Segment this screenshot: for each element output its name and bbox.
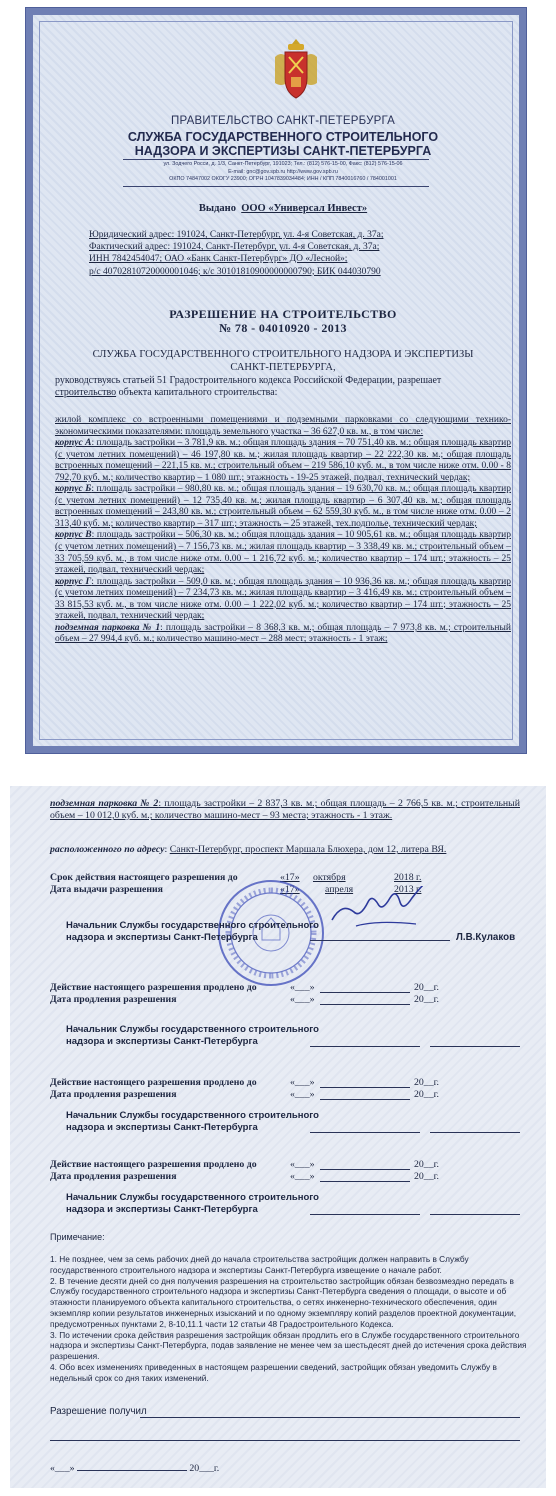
extension-month-line [320,1077,410,1088]
parking-2-block [50,798,520,822]
building-v [55,530,511,576]
extension-day: «___» [290,1077,315,1088]
issued-to [33,203,533,214]
actual-address: Фактический адрес: 191024, Санкт-Петербург, ул. 4-я Советская, д. 37а; [89,242,380,253]
account-details: р/с 40702810720000001046; к/с 30101810900000000790; БИК 044030790 [89,266,381,277]
signature-line [310,930,450,941]
building-b-label: корпус Б [55,484,92,495]
location-label: расположенного по адресу [50,844,165,855]
extension-date-month-line [320,1089,410,1100]
issuing-service-line2: САНКТ-ПЕТЕРБУРГА, [230,361,336,373]
note-item: 1. Не позднее, чем за семь рабочих дней до начала строительства застройщик должен направить в Службу государственного строительного надзора и экспертизы Санкт-Петербурга извещение о начале работ. [50,1254,469,1275]
permit-page-2 [10,786,546,1488]
project-summary: жилой комплекс со встроенными помещениями и подземными парковками со следующими технико-экономическими показателями: площадь земельного участка – 36 627,0 кв. м., в том числе: [55,415,511,437]
extension-label: Действие настоящего разрешения продлено до [50,1159,257,1170]
validity-year: 2018 г. [394,872,422,883]
issue-month: апреля [325,884,354,895]
object-rest: объекта капитального строительства: [116,387,278,399]
chief-title-line1: Начальник Службы государственного строительного [66,1110,319,1121]
extension-date-year: 20__г. [414,1089,439,1100]
validity-day: «17» [280,872,300,883]
object-location: расположенного по адресу: Санкт-Петербург, проспект Маршала Блюхера, дом 12, литера ВЯ. [50,844,447,855]
building-b-text: : площадь застройки – 980,80 кв. м.; общая площадь здания – 19 630,70 кв. м.; общая площадь квартир (с учетом летних помещений) – 12 735,40 кв. м.; жилая площадь квартир – 6 307,40 кв. м.; общая площадь встроенных помещений – 243,80 кв. м.; строительный объем – 62 559,30 куб. м., в том числе ниже отм. 0.00 – 2 313,40 куб. м.; количество квартир – 317 шт.; этажность – 25 этажей, тех.подполье, технический чердак; [55,484,511,529]
received-label: Разрешение получил [50,1406,147,1417]
registry-line: ОКПО 74847002 ОКОГУ 23900; ОГРН 1047839034484; ИНН / КПП 7840016760 / 784001001 [169,176,397,182]
extension-year: 20__г. [414,1159,439,1170]
notes-title: Примечание: [50,1232,105,1242]
name-line [430,1122,520,1133]
permit-number: № 78 - 04010920 - 2013 [219,321,347,335]
object-line [55,387,511,399]
email-line: E-mail: gnc@gov.spb.ru http://www.gov.spb.ru [228,168,338,175]
parking-1-label: подземная парковка № 1 [55,622,161,633]
chief-title [66,1024,319,1048]
building-a-text: : площадь застройки – 3 781,9 кв. м.; общая площадь здания – 70 751,40 кв. м.; общая площадь квартир (с учетом летних помещений) – 46 197,80 кв. м.; жилая площадь квартир – 22 222,30 кв. м.; общая площадь встроенных помещений – 221,15 кв. м.; строительный объем – 219 586,10 куб. м., в том числе ниже отм. 0.00 - 8 792,70 куб. м.; количество квартир – 1 080 шт.; этажность - 19-25 этажей, подвал, технический чердак; [55,438,511,483]
chief-title-line1: Начальник Службы государственного строительного [66,1192,319,1203]
validity-month: октября [313,872,346,883]
name-line [430,1036,520,1047]
spb-coat-of-arms-icon [273,37,319,101]
issue-date-label: Дата выдачи разрешения [50,884,163,895]
building-g [55,577,511,623]
building-g-text: : площадь застройки – 509,0 кв. м.; общая площадь здания – 10 936,36 кв. м.; общая площадь квартир (с учетом летних помещений) – 7 234,73 кв. м.; жилая площадь квартир – 3 416,49 кв. м.; строительный объем – 33 815,53 куб. м., в том числе ниже отм. 0.00 – 1 222,02 куб. м.; количество квартир – 174 шт.; этажность – 25 этажей, подвал, технический чердак; [55,576,511,622]
chief-title-line2: надзора и экспертизы Санкт-Петербурга [66,932,258,943]
building-a-label: корпус А [55,438,92,449]
permit-title-line: РАЗРЕШЕНИЕ НА СТРОИТЕЛЬСТВО [169,307,397,321]
chief-title [66,1192,319,1216]
service-title-line1: СЛУЖБА ГОСУДАРСТВЕННОГО СТРОИТЕЛЬНОГО [127,130,439,144]
signature-line [310,1036,420,1047]
extension-label: Действие настоящего разрешения продлено до [50,982,257,993]
name-line [430,1204,520,1215]
chief-title-line2: надзора и экспертизы Санкт-Петербурга [66,1036,258,1047]
chief-title-line2: надзора и экспертизы Санкт-Петербурга [66,1204,258,1215]
parking-1-text: : площадь застройки – 8 368,3 кв. м.; общая площадь – 7 973,8 кв. м.; строительный объем – 27 994,4 куб. м.; количество машино-мест – 288 мест; этажность - 1 этаж; [55,622,511,645]
extension-day: «___» [290,982,315,993]
service-title-line2: НАДЗОРА И ЭКСПЕРТИЗЫ САНКТ-ПЕТЕРБУРГА [134,144,432,158]
legal-details [89,229,499,278]
extension-date-day: «___» [290,1171,315,1182]
permit-page-1 [26,8,526,753]
extension-date-label: Дата продления разрешения [50,1171,177,1182]
building-g-label: корпус Г [55,576,92,587]
building-b [55,484,511,530]
note-item: 3. По истечении срока действия разрешения застройщик обязан продлить его в Службе государственного строительного надзора и экспертизы Санкт-Петербурга, подав заявление не менее чем за шестьдесят дней до истечения срока действия разрешения. [50,1329,527,1362]
extension-month-line [320,1159,410,1170]
service-title [33,130,533,158]
chief-title-line2: надзора и экспертизы Санкт-Петербурга [66,1122,258,1133]
issued-label: Выдано [198,203,236,214]
received-signature-line [140,1417,520,1418]
note-item: 4. Обо всех изменениях приведенных в настоящем разрешении сведений, застройщик обязан уведомить Службу в недельный срок со дня таких изменений. [50,1361,497,1383]
extension-day: «___» [290,1159,315,1170]
issue-day: «17» [280,884,300,895]
object-type: строительство [55,387,117,399]
address-line: ул. Зодчего Росси, д. 1/3, Санкт-Петербург, 191023; Тел.: (812) 576-15-00, Факс: (812) 576-15-06 [163,161,403,167]
parking-2 [50,798,520,822]
received-year: 20___г. [189,1463,220,1474]
chief-title [66,1110,319,1134]
parking-2-label: подземная парковка № 2 [50,798,159,809]
building-v-text: : площадь застройки – 506,30 кв. м.; общая площадь здания – 10 905,61 кв. м.; общая площадь квартир (с учетом летних помещений) – 7 156,73 кв. м.; жилая площадь квартир – 3 338,49 кв. м.; строительный объем – 33 705,59 куб. м., в том числе ниже отм. 0.00 – 1 216,72 куб. м.; количество квартир – 174 шт.; этажность – 25 этажей, подвал, технический чердак; [55,530,512,576]
contact-details [33,161,533,184]
validity-label: Срок действия настоящего разрешения до [50,872,238,883]
legal-basis [55,375,511,399]
extension-date-year: 20__г. [414,1171,439,1182]
chief-title [66,920,319,944]
signature-line [310,1204,420,1215]
issuing-service [55,349,511,374]
issuing-service-line1: СЛУЖБА ГОСУДАРСТВЕННОГО СТРОИТЕЛЬНОГО НАДЗОРА И ЭКСПЕРТИЗЫ [92,349,474,360]
extension-date-label: Дата продления разрешения [50,1089,177,1100]
header-divider [123,186,429,187]
signature-icon [326,886,446,934]
government-title: ПРАВИТЕЛЬСТВО САНКТ-ПЕТЕРБУРГА [171,115,395,127]
location-address: Санкт-Петербург, проспект Маршала Блюхера, дом 12, литера ВЯ. [169,844,447,855]
extension-date-label: Дата продления разрешения [50,994,177,1005]
building-a [55,438,511,484]
bank-details: ИНН 7842454047; ОАО «Банк Санкт-Петербург» ДО «Лесной»; [89,254,348,265]
legal-basis-text: руководствуясь статьей 51 Градостроительного кодекса Российской Федерации, разрешает [55,375,442,386]
signer-name: Л.В.Кулаков [456,932,516,943]
extension-month-line [320,982,410,993]
legal-address: Юридический адрес: 191024, Санкт-Петербург, ул. 4-я Советская, д. 37а; [89,230,384,240]
extension-date-month-line [320,1171,410,1182]
header-divider [123,159,429,160]
extension-date-day: «___» [290,1089,315,1100]
issue-year: 2013 г. [394,884,422,895]
project-parameters [55,415,511,646]
extension-date-year: 20__г. [414,994,439,1005]
note-item: 2. В течение десяти дней со дня получения разрешения на строительство застройщик обязан безвозмездно передать в Службу государственного строительного надзора и экспертизы Санкт-Петербурга сведения о площади, о высоте и об этажности планируемого объекта капитального строительства, о сетях инженерно-технического обеспечения, один экземпляр копии результатов инженерных изысканий и по одному экземпляру копий разделов проектной документации, предусмотренных пунктами 2, 8-10,11.1 части 12 статьи 48 Градостроительного Кодекса. [50,1275,517,1329]
extension-date-month-line [320,994,410,1005]
signature-line [310,1122,420,1133]
received-name-line [50,1440,520,1441]
building-v-label: корпус В [55,530,92,541]
parking-2-text: : площадь застройки – 2 837,3 кв. м.; общая площадь – 2 766,5 кв. м.; строительный объем – 10 012,0 куб. м.; количество машино-мест – 93 места; этажность - 1 этаж. [50,798,520,821]
received-date [50,1462,219,1474]
permit-title [33,307,533,335]
parking-1 [55,623,511,646]
notes-list [50,1254,528,1384]
chief-title-line1: Начальник Службы государственного строительного [66,1024,319,1035]
received-day: «___» [50,1463,75,1474]
chief-title-line1: Начальник Службы государственного строительного [66,920,319,931]
extension-label: Действие настоящего разрешения продлено до [50,1077,257,1088]
extension-year: 20__г. [414,1077,439,1088]
received-month-line [77,1462,187,1471]
issued-company: ООО «Универсал Инвест» [241,203,368,214]
extension-date-day: «___» [290,994,315,1005]
extension-year: 20__г. [414,982,439,993]
